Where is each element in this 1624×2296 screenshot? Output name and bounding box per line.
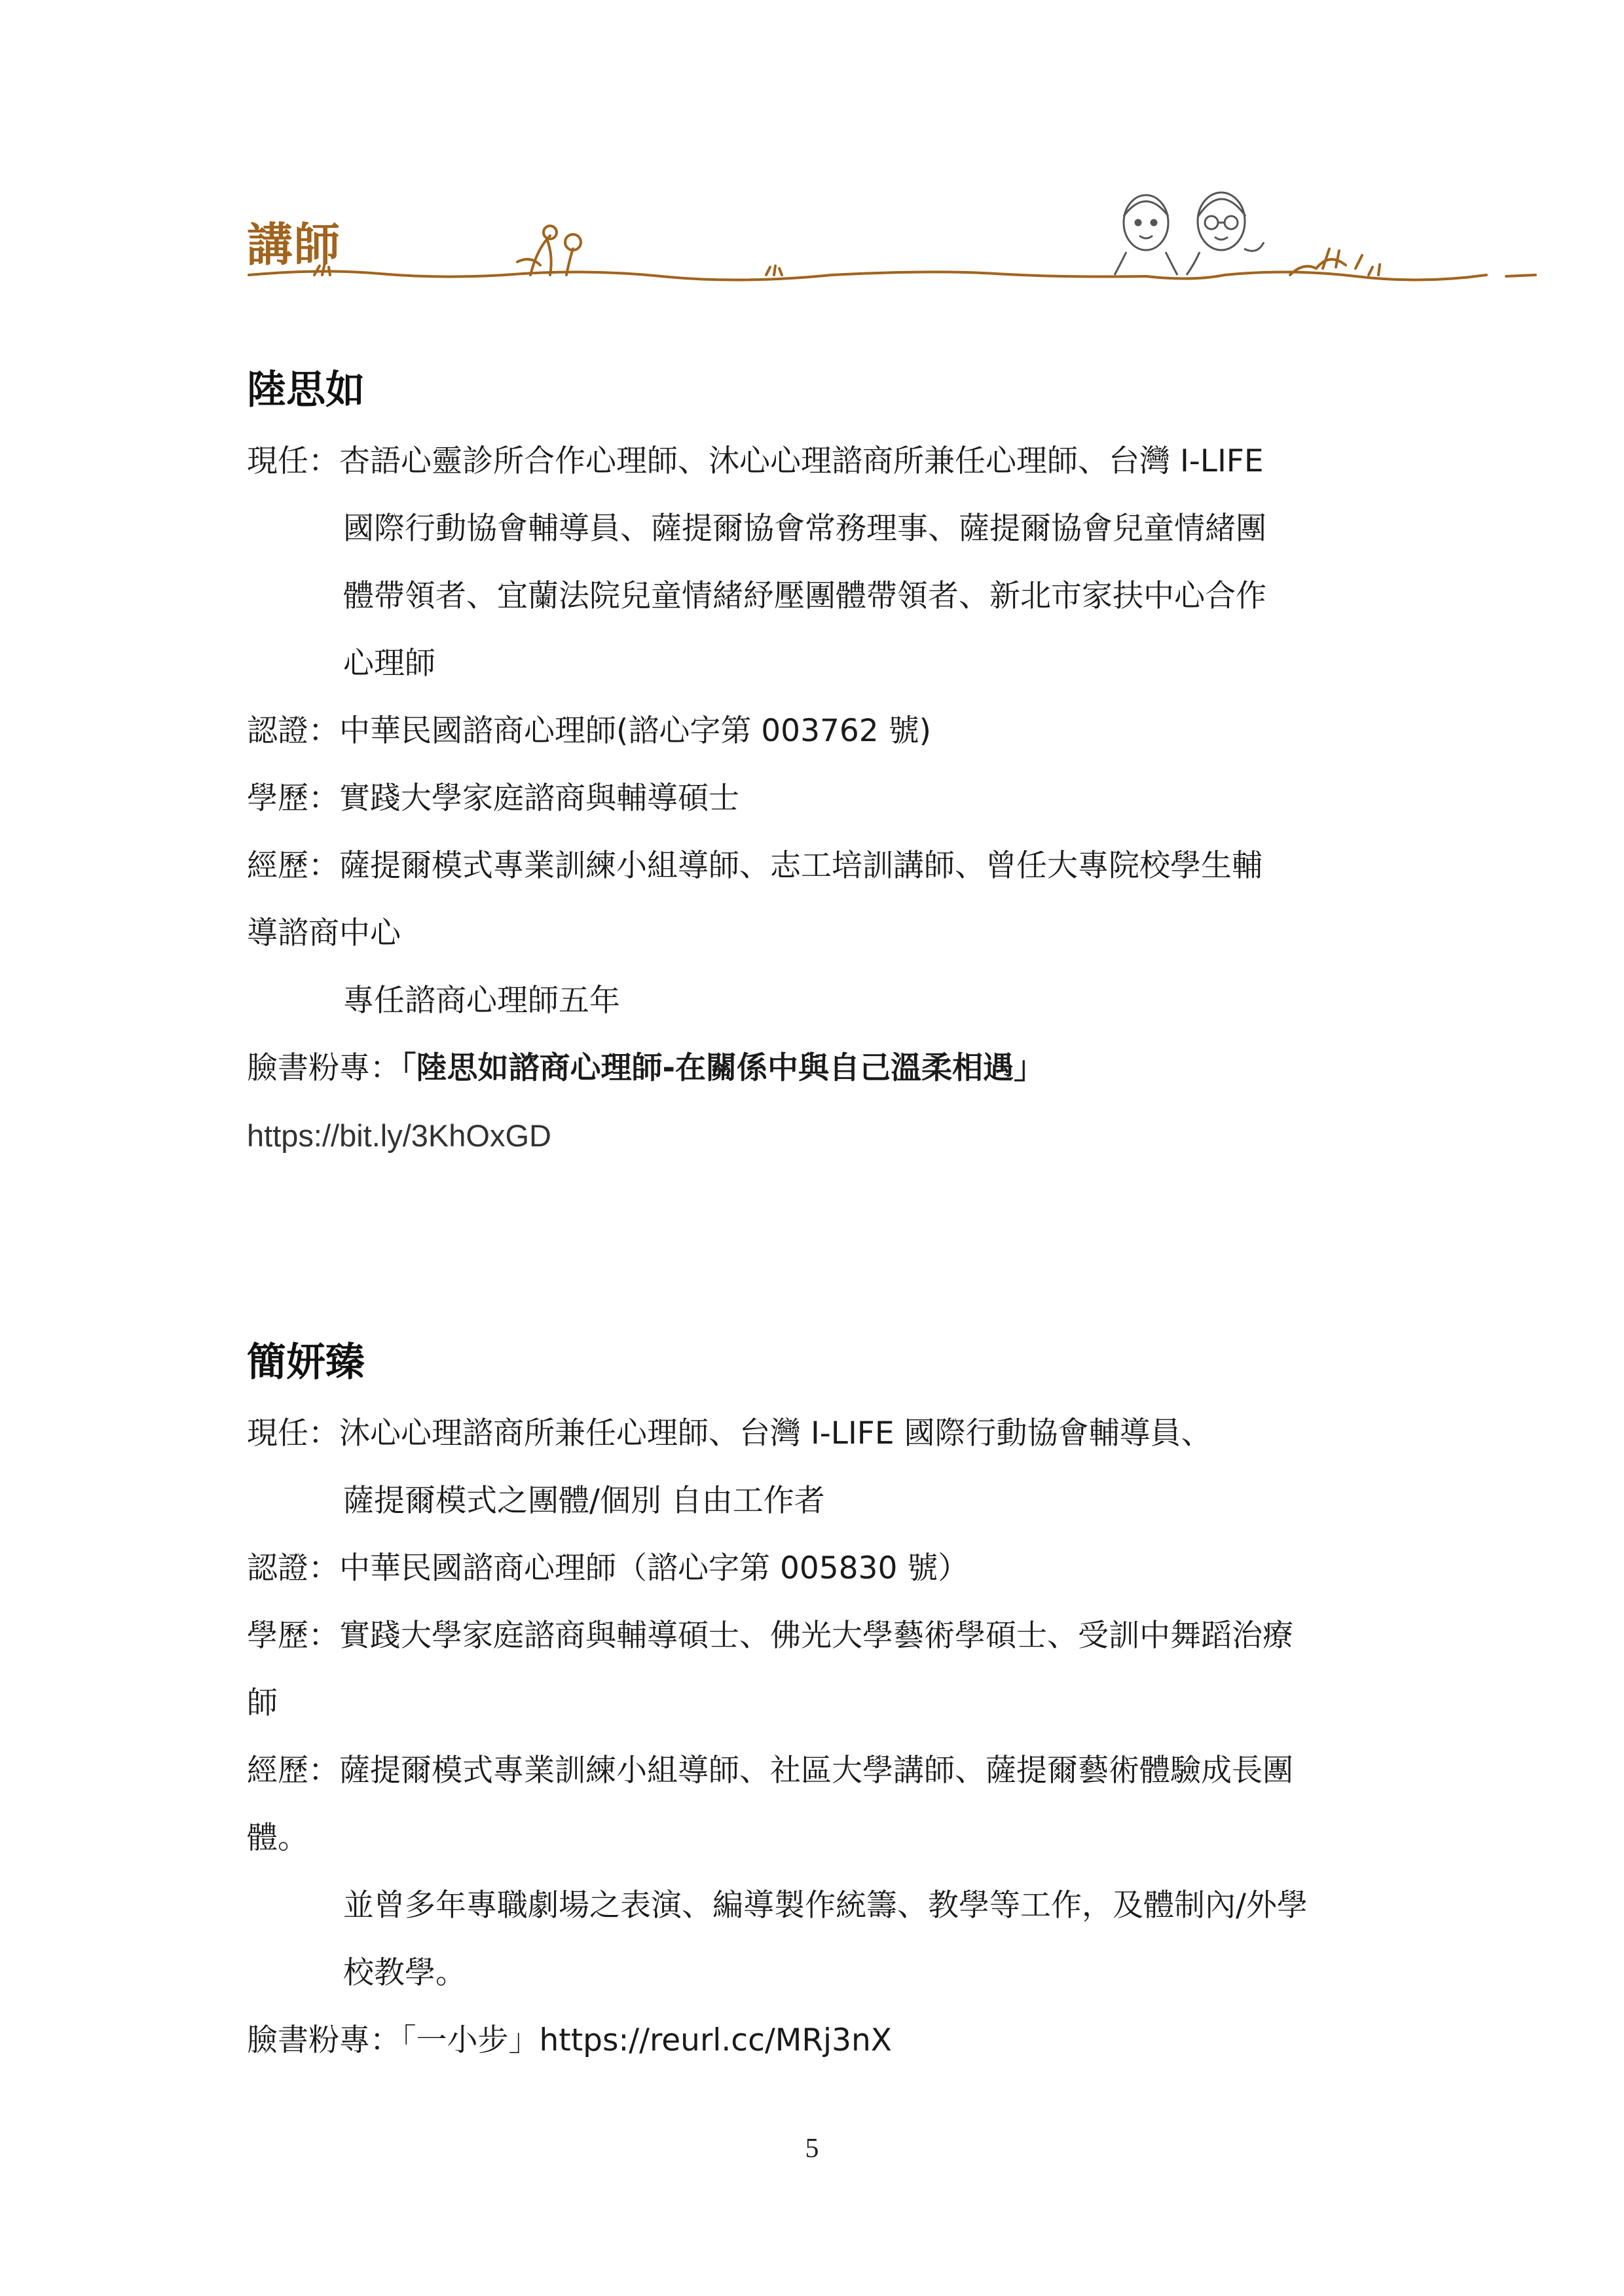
lecturer-detail-line: 經歷：薩提爾模式專業訓練小組導師、志工培訓講師、曾任大專院校學生輔: [247, 848, 1263, 884]
lecturer-detail-line: 體。: [247, 1820, 308, 1856]
lecturer-detail-line: 學歷：實踐大學家庭諮商與輔導碩士、佛光大學藝術學碩士、受訓中舞蹈治療: [247, 1618, 1293, 1654]
lecturer-detail-line: 師: [247, 1685, 278, 1721]
lecturer-name: 陸思如: [247, 367, 365, 413]
facebook-fanpage-title: 「陸思如諮商心理師-在關係中與自己溫柔相遇」: [401, 1050, 1045, 1086]
facebook-fanpage-link[interactable]: https://bit.ly/3KhOxGD: [247, 1118, 551, 1153]
page-number: 5: [805, 2134, 819, 2164]
lecturer-detail-line: 心理師: [343, 646, 435, 682]
lecturer-detail-line: 認證：中華民國諮商心理師(諮心字第 003762 號): [247, 713, 931, 749]
lecturer-detail-line: 體帶領者、宜蘭法院兒童情緒紓壓團體帶領者、新北市家扶中心合作: [343, 578, 1266, 614]
facebook-fanpage-line: [247, 1049, 1044, 1088]
lecturer-detail-line: 校教學。: [343, 1955, 466, 1991]
lecturer-detail-line: 導諮商中心: [247, 915, 401, 951]
lecturer-name: 簡妍臻: [247, 1339, 365, 1385]
lecturer-detail-line: 並曾多年專職劇場之表演、編導製作統籌、教學等工作，及體制內/外學: [343, 1887, 1308, 1923]
facebook-fanpage-label: 臉書粉專：: [247, 1050, 401, 1086]
lecturer-detail-line: 專任諮商心理師五年: [343, 983, 620, 1019]
lecturer-detail-line: 經歷：薩提爾模式專業訓練小組導師、社區大學講師、薩提爾藝術體驗成長團: [247, 1753, 1293, 1789]
lecturer-detail-line: 現任：杏語心靈診所合作心理師、沐心心理諮商所兼任心理師、台灣 I-LIFE: [247, 443, 1264, 479]
lecturer-detail-line: 學歷：實踐大學家庭諮商與輔導碩士: [247, 780, 739, 816]
header-doodle-decoration: [242, 170, 1539, 301]
lecturer-detail-line: 現任：沐心心理諮商所兼任心理師、台灣 I-LIFE 國際行動協會輔導員、: [247, 1415, 1212, 1451]
facebook-fanpage-link[interactable]: 臉書粉專：「一小步」https://reurl.cc/MRj3nX: [247, 2022, 892, 2058]
section-title: 講師: [247, 218, 341, 272]
lecturer-detail-line: 國際行動協會輔導員、薩提爾協會常務理事、薩提爾協會兒童情緒團: [343, 511, 1266, 547]
lecturer-detail-line: 認證：中華民國諮商心理師（諮心字第 005830 號）: [247, 1550, 969, 1586]
lecturer-detail-line: 薩提爾模式之團體/個別 自由工作者: [343, 1483, 825, 1519]
